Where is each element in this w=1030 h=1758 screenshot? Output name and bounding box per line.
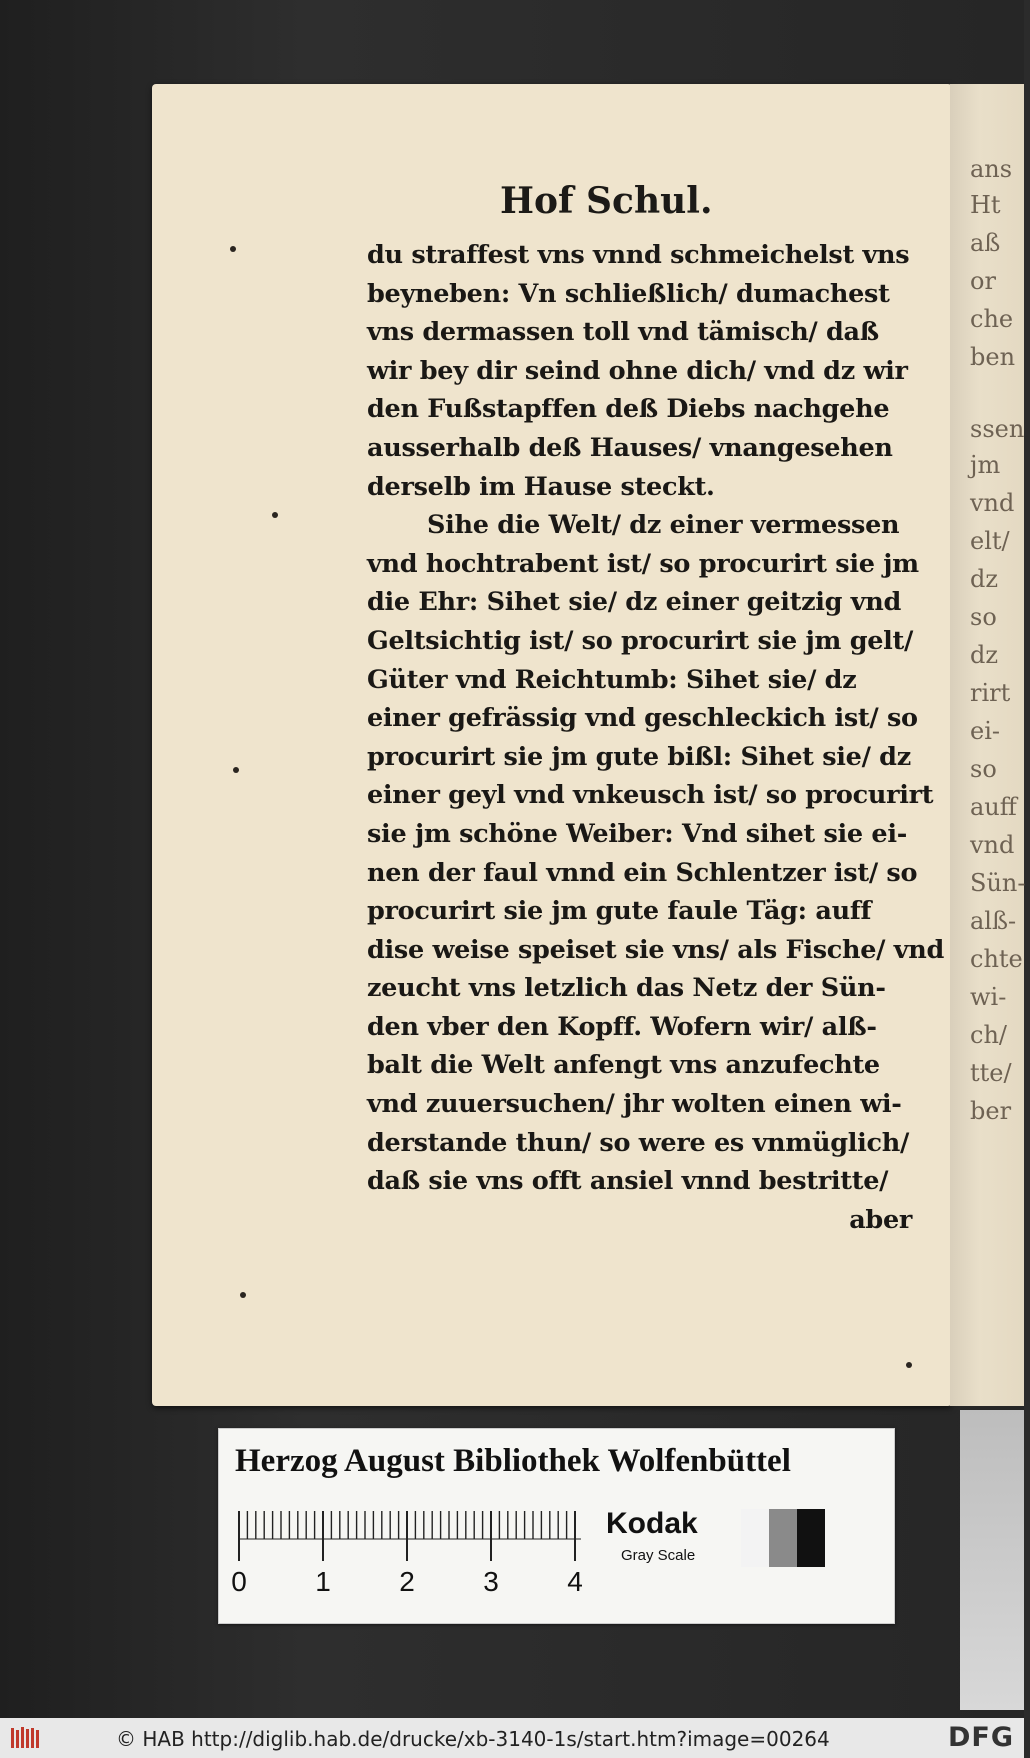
facing-text-fragment: chte [970, 945, 1023, 973]
facing-text-fragment: dz [970, 641, 999, 669]
text-line: derselb im Hause steckt. [367, 471, 715, 502]
facing-text-fragment: ssen [970, 415, 1025, 443]
text-line: vns dermassen toll vnd tämisch/ daß [367, 317, 879, 348]
text-line: den Fußstapffen deß Diebs nachgehe [367, 394, 890, 425]
text-line: dise weise speiset sie vns/ als Fische/ vnd [367, 934, 945, 965]
facing-text-fragment: ber [970, 1097, 1012, 1125]
text-line: Geltsichtig ist/ so procurirt sie jm gelt/ [367, 625, 914, 656]
facing-text-fragment: dz [970, 565, 999, 593]
text-line: ausserhalb deß Hauses/ vnangesehen [367, 432, 893, 463]
facing-text-fragment: vnd [970, 831, 1015, 859]
facing-text-fragment: vnd [970, 489, 1015, 517]
facing-text-fragment: jm [970, 451, 1001, 479]
text-line: vnd zuuersuchen/ jhr wolten einen wi- [367, 1089, 902, 1120]
facing-text-fragment: or [970, 267, 996, 295]
facing-text-fragment: tte/ [970, 1059, 1012, 1087]
facing-text-fragment: alß- [970, 907, 1017, 935]
ruler-label: 2 [399, 1566, 415, 1597]
text-line: beyneben: Vn schließlich/ dumachest [367, 278, 890, 309]
facing-text-fragment: Sün- [970, 869, 1026, 897]
kodak-logo: Kodak [606, 1507, 698, 1540]
gray-swatch-white [741, 1509, 769, 1567]
page-dot [272, 512, 278, 518]
text-line: Güter vnd Reichtumb: Sihet sie/ dz [367, 664, 857, 695]
ruler [231, 1509, 795, 1599]
gray-swatch-black [797, 1509, 825, 1567]
text-line: einer gefrässig vnd geschleckich ist/ so [367, 703, 918, 734]
page-body-text [367, 236, 945, 1239]
page-dot [233, 767, 239, 773]
text-line: vnd hochtrabent ist/ so procurirt sie jm [367, 548, 919, 579]
facing-text-fragment: elt/ [970, 527, 1010, 555]
facing-text-fragment: Ht [970, 191, 1001, 219]
text-line: den vber den Kopff. Wofern wir/ alß- [367, 1011, 877, 1042]
facing-text-fragment: ben [970, 343, 1016, 371]
text-line: aber [849, 1204, 912, 1235]
copyright-url[interactable]: © HAB http://diglib.hab.de/drucke/xb-3140-1s/start.htm?image=00264 [116, 1727, 830, 1751]
ruler-label: 1 [315, 1566, 331, 1597]
facing-text-fragment: so [970, 755, 997, 783]
ruler-label: 0 [231, 1566, 247, 1597]
color-scale-card [218, 1428, 895, 1624]
facing-text-fragment: che [970, 305, 1014, 333]
text-line: derstande thun/ so were es vnmüglich/ [367, 1127, 909, 1158]
page-dot [240, 1292, 246, 1298]
text-line: sie jm schöne Weiber: Vnd sihet sie ei- [367, 818, 907, 849]
facing-text-fragment: ch/ [970, 1021, 1007, 1049]
facing-text-fragment: ei- [970, 717, 1000, 745]
hab-logo-icon [10, 1726, 44, 1750]
running-head: Hof Schul. [500, 180, 713, 222]
facing-text-fragment: wi- [970, 983, 1007, 1011]
text-line: einer geyl vnd vnkeusch ist/ so procurirt [367, 780, 934, 811]
gray-swatch-mid [769, 1509, 797, 1567]
facing-text-fragment: rirt [970, 679, 1011, 707]
text-line: du straffest vns vnnd schmeichelst vns [367, 240, 910, 270]
text-line: zeucht vns letzlich das Netz der Sün- [367, 973, 886, 1004]
facing-text-fragment: auff [970, 793, 1017, 821]
facing-text-fragment: so [970, 603, 997, 631]
facing-text-fragment: ans [970, 155, 1013, 183]
ruler-label: 4 [567, 1566, 583, 1597]
library-name: Herzog August Bibliothek Wolfenbüttel [235, 1443, 791, 1479]
facing-text-fragment: aß [970, 229, 1001, 257]
film-strip [960, 1410, 1024, 1710]
ruler-label: 3 [483, 1566, 499, 1597]
text-line: balt die Welt anfengt vns anzufechte [367, 1050, 880, 1081]
page-dot [906, 1362, 912, 1368]
text-line: procurirt sie jm gute faule Täg: auff [367, 896, 872, 927]
gray-scale-label: Gray Scale [621, 1547, 696, 1564]
text-line: procurirt sie jm gute bißl: Sihet sie/ dz [367, 741, 911, 772]
facing-page-edge [950, 84, 1024, 1406]
text-line: die Ehr: Sihet sie/ dz einer geitzig vnd [367, 587, 902, 618]
text-line: nen der faul vnnd ein Schlentzer ist/ so [367, 857, 918, 888]
text-line: Sihe die Welt/ dz einer vermessen [427, 510, 900, 541]
text-line: wir bey dir seind ohne dich/ vnd dz wir [367, 355, 908, 386]
footer-bar [0, 1718, 1024, 1758]
text-line: daß sie vns offt ansiel vnnd bestritte/ [367, 1166, 889, 1197]
page-dot [230, 246, 236, 252]
dfg-logo: DFG [947, 1722, 1014, 1753]
